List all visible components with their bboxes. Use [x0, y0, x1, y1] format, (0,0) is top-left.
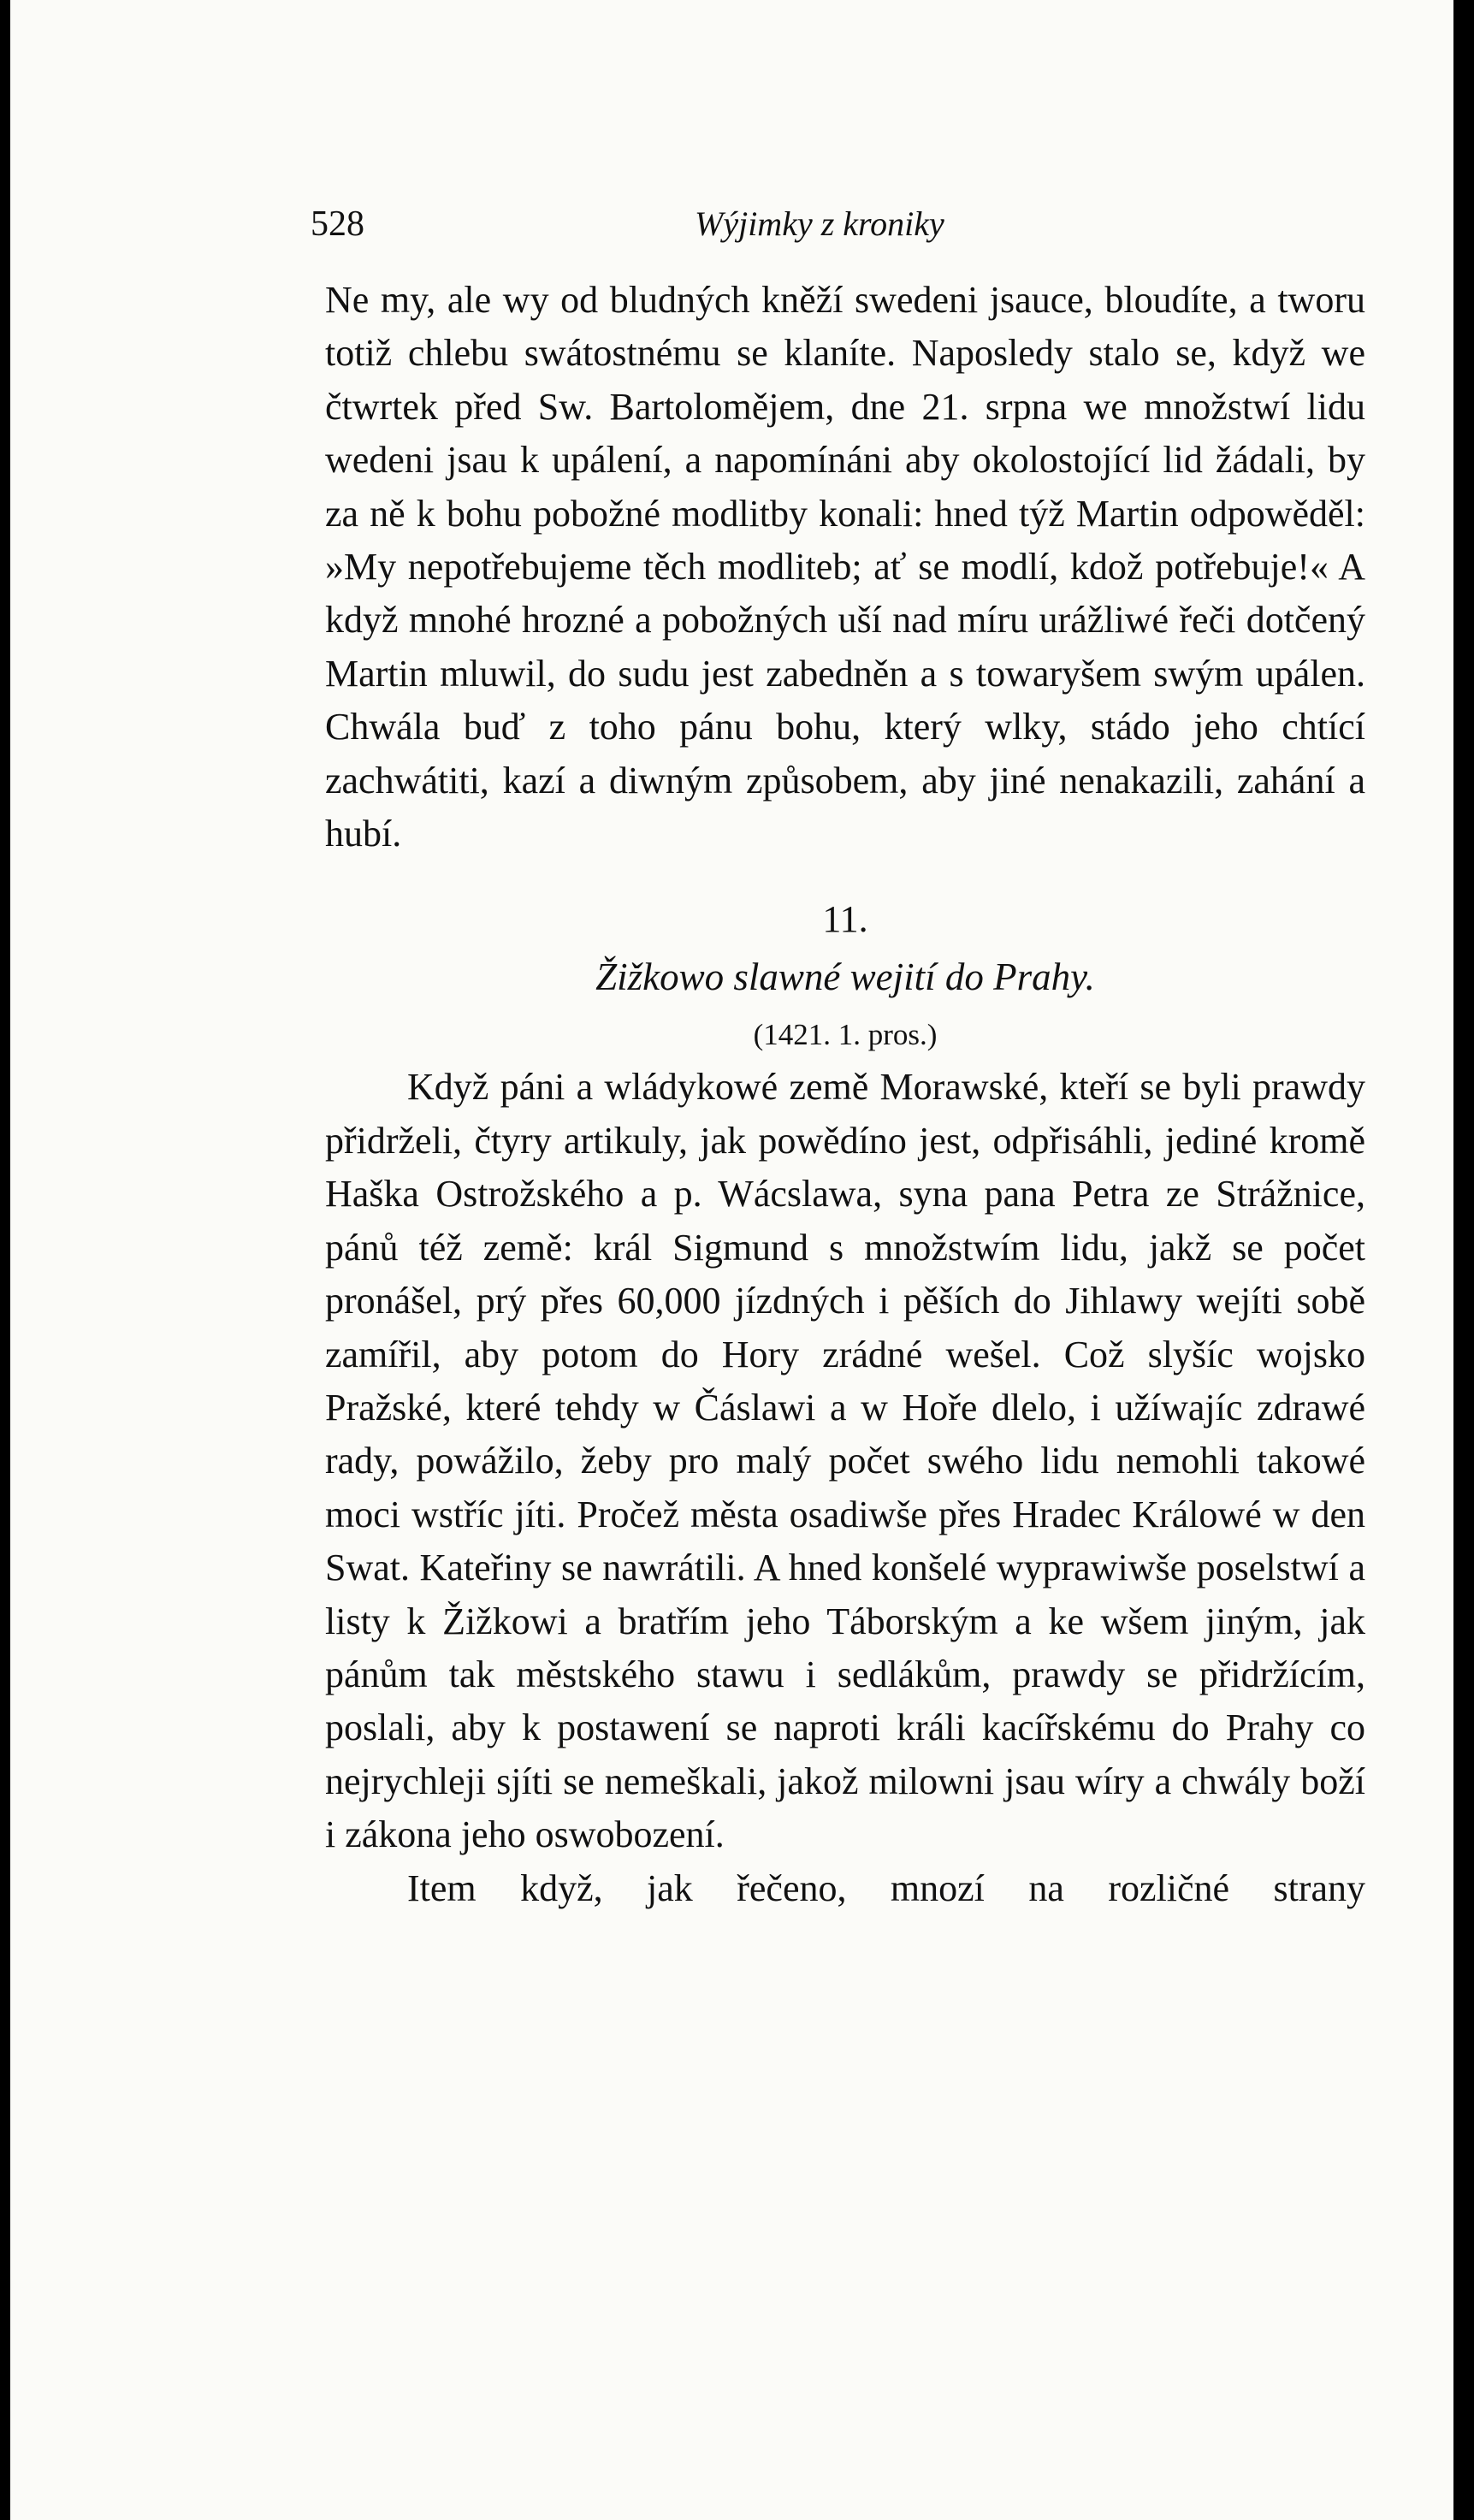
running-title: Wýjimky z kroniky	[695, 204, 944, 243]
paragraph-item: Item když, jak řečeno, mnozí na rozličné strany	[407, 1866, 1365, 1909]
page-header	[10, 204, 1453, 255]
paragraph-zizka-entry: Když páni a wládykowé země Morawské, kteří se byli prawdy přidrželi, čtyry artikuly, jak powědíno jest, odpřisáhli, jediné kromě Haška Ostrožského a p. Wácslawa, syna pana Petra ze Strážnice, pánů též země: král Sigmund s množstwím lidu, jakž se počet pronášel, prý přes 60,000 jízdných i pěších do Jihlawy wejíti sobě zamířil, aby potom do Hory zrádné wešel. Což slyšíc wojsko Pražské, které tehdy w Čáslawi a w Hoře dlelo, i užíwajíc zdrawé rady, powážilo, žeby pro malý počet swého lidu nemohli takowé moci wstříc jíti. Pročež města osadiwše přes Hradec Králowé w den Swat. Kateřiny se nawrátili. A hned konšelé wyprawiwše poselstwí a listy k Žižkowi a bratřím jeho Táborským a ke wšem jiným, jak pánům tak městského stawu i sedlákům, prawdy se přidržícím, poslali, aby k postawení se naproti králi kacířskému do Prahy co nejrychleji sjíti se nemeškali, jakož milowni jsau wíry a chwály boží i zákona jeho oswobození.	[325, 1066, 1365, 1856]
book-page	[10, 0, 1453, 2520]
main-text	[325, 274, 1365, 1915]
section-number: 11.	[822, 898, 868, 941]
section-date: (1421. 1. pros.)	[753, 1018, 938, 1052]
paragraph-continued: Ne my, ale wy od bludných kněží swedeni jsauce, bloudíte, a tworu totiž chlebu swátostnému se klaníte. Naposledy stalo se, když we čtwrtek před Sw. Bartolomějem, dne 21. srpna we množstwí lidu wedeni jsau k upálení, a napomínáni aby okolostojící lid žádali, by za ně k bohu pobožné modlitby konali: hned týž Martin odpowěděl: »My nepotřebujeme těch modliteb; ať se modlí, kdož potřebuje!« A když mnohé hrozné a pobožných uší nad míru urážliwé řeči dotčený Martin mluwil, do sudu jest zabedněn a s towaryšem swým upálen. Chwála buď z toho pánu bohu, který wlky, stádo jeho chtící zachwátiti, kazí a diwným způsobem, aby jiné nenakazili, zahání a hubí.	[325, 279, 1365, 855]
section-title: Žižkowo slawné wejití do Prahy.	[595, 955, 1095, 999]
page-number: 528	[311, 204, 364, 244]
